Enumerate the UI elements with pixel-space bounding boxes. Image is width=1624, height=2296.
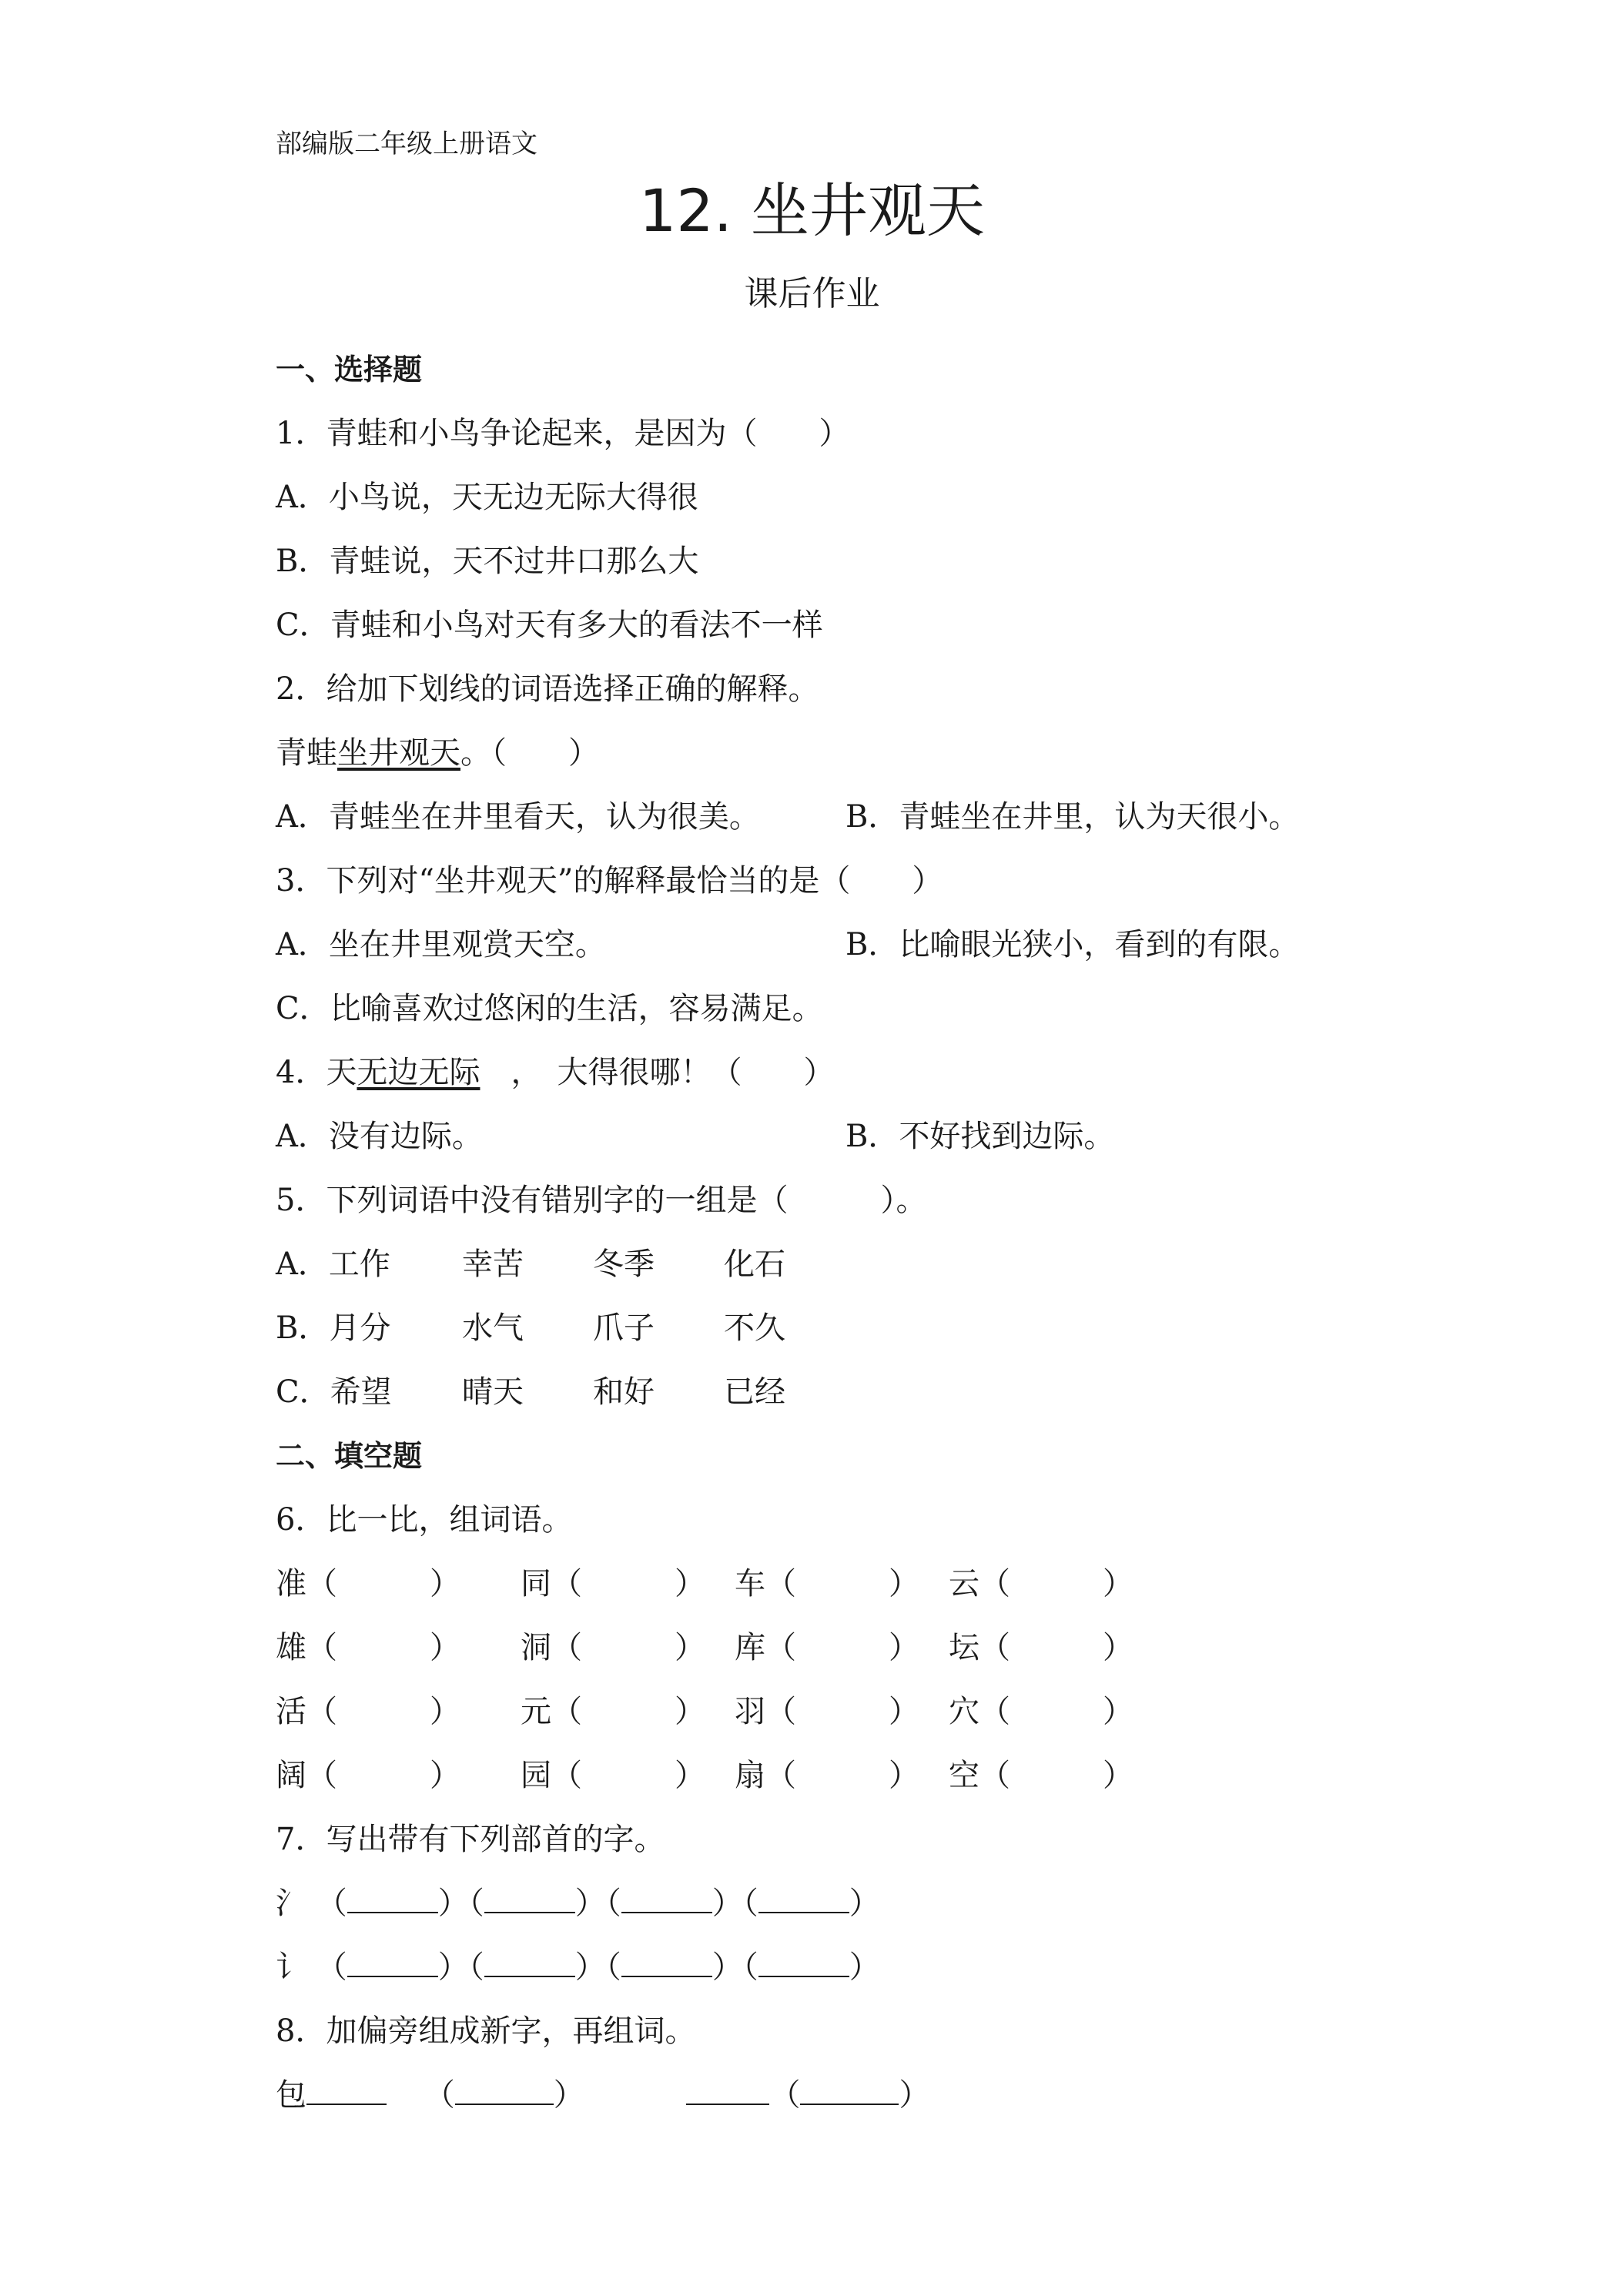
q6-item: 雄（ ） xyxy=(276,1630,460,1665)
q4-option-a: A．没有边际。 xyxy=(276,1119,483,1154)
q5-b-word2: 水气 xyxy=(462,1310,524,1346)
section-choice-heading: 一、选择题 xyxy=(276,353,423,387)
q1-stem: 1．青蛙和小鸟争论起来，是因为（ ） xyxy=(276,416,850,451)
q4-option-b: B．不好找到边际。 xyxy=(845,1119,1115,1154)
page-title: 12. 坐井观天 xyxy=(638,176,986,245)
q2-sentence-post: 。（ ） xyxy=(460,735,599,771)
q1-option-a: A．小鸟说，天无边无际大得很 xyxy=(276,480,698,515)
q7-stem: 7．写出带有下列部首的字。 xyxy=(276,1822,665,1857)
answer-blank[interactable] xyxy=(347,1950,438,1977)
q5-c-word4: 已经 xyxy=(724,1374,785,1410)
q3-option-c: C．比喻喜欢过悠闲的生活，容易满足。 xyxy=(276,991,823,1026)
q2-option-b: B．青蛙坐在井里，认为天很小。 xyxy=(845,799,1300,835)
q6-item: 穴（ ） xyxy=(949,1694,1133,1729)
answer-blank[interactable] xyxy=(621,1886,712,1913)
q2-option-a: A．青蛙坐在井里看天，认为很美。 xyxy=(276,799,760,835)
q5-c-word2: 晴天 xyxy=(462,1374,524,1410)
answer-blank[interactable] xyxy=(758,1950,849,1977)
q1-option-b: B．青蛙说，天不过井口那么大 xyxy=(276,544,699,579)
answer-blank[interactable] xyxy=(484,1950,575,1977)
q5-stem: 5．下列词语中没有错别字的一组是（ ）。 xyxy=(276,1183,927,1218)
q6-item: 同（ ） xyxy=(521,1566,705,1602)
q6-item: 园（ ） xyxy=(521,1758,705,1793)
q3-stem: 3．下列对“坐井观天”的解释最恰当的是（ ） xyxy=(276,863,943,899)
q6-stem: 6．比一比，组词语。 xyxy=(276,1502,573,1538)
answer-blank[interactable] xyxy=(686,2077,769,2105)
q6-item: 阔（ ） xyxy=(276,1758,460,1793)
q4-stem xyxy=(276,1053,834,1092)
q8-stem: 8．加偏旁组成新字，再组词。 xyxy=(276,2013,696,2049)
q5-a-label: A．工作 xyxy=(276,1247,390,1282)
section-fill-heading: 二、填空题 xyxy=(276,1439,423,1473)
q2-sentence-pre: 青蛙 xyxy=(276,735,337,771)
answer-blank[interactable] xyxy=(758,1886,849,1913)
q3-option-b: B．比喻眼光狭小，看到的有限。 xyxy=(845,927,1300,962)
q6-item: 准（ ） xyxy=(276,1566,460,1602)
answer-blank[interactable] xyxy=(306,2077,387,2105)
q5-b-word4: 不久 xyxy=(724,1310,785,1346)
q8-base-char: 包 xyxy=(276,2077,306,2113)
q2-underlined-word: 坐井观天 xyxy=(337,735,460,771)
q6-item: 云（ ） xyxy=(949,1566,1133,1602)
q4-pre: 4．天 xyxy=(276,1055,357,1090)
answer-blank[interactable] xyxy=(455,2077,554,2105)
answer-blank[interactable] xyxy=(621,1950,712,1977)
answer-blank[interactable] xyxy=(484,1886,575,1913)
q6-item: 洞（ ） xyxy=(521,1630,705,1665)
q6-item: 活（ ） xyxy=(276,1694,460,1729)
q1-option-c: C．青蛙和小鸟对天有多大的看法不一样 xyxy=(276,607,823,643)
header-grade: 部编版二年级上册语文 xyxy=(276,129,537,159)
q4-post: ， 大得很哪！（ ） xyxy=(480,1055,835,1090)
q7-radical: 讠 xyxy=(276,1950,306,1985)
q7-row-water: 氵 （ ）（ ）（ ）（ ） xyxy=(276,1886,880,1921)
q2-stem: 2．给加下划线的词语选择正确的解释。 xyxy=(276,671,819,707)
q6-item: 库（ ） xyxy=(735,1630,919,1665)
q5-a-word2: 幸苦 xyxy=(462,1247,524,1282)
q6-item: 元（ ） xyxy=(521,1694,705,1729)
q5-c-label: C．希望 xyxy=(276,1374,392,1410)
q6-item: 空（ ） xyxy=(949,1758,1133,1793)
q6-item: 坛（ ） xyxy=(949,1630,1133,1665)
q4-underlined-word: 无边无际 xyxy=(357,1055,481,1090)
q5-a-word3: 冬季 xyxy=(593,1247,655,1282)
page-subtitle: 课后作业 xyxy=(744,274,880,313)
q5-b-word3: 爪子 xyxy=(593,1310,655,1346)
answer-blank[interactable] xyxy=(800,2077,899,2105)
q6-item: 羽（ ） xyxy=(735,1694,919,1729)
q5-c-word3: 和好 xyxy=(593,1374,655,1410)
q6-item: 扇（ ） xyxy=(735,1758,919,1793)
q5-b-label: B．月分 xyxy=(276,1310,391,1346)
q6-item: 车（ ） xyxy=(735,1566,919,1602)
q2-sentence xyxy=(276,734,599,772)
q7-radical: 氵 xyxy=(276,1886,306,1921)
q7-row-speech: 讠 （ ）（ ）（ ）（ ） xyxy=(276,1950,880,1985)
q5-a-word4: 化石 xyxy=(724,1247,785,1282)
answer-blank[interactable] xyxy=(347,1886,438,1913)
q8-row: 包 （ ） （ ） xyxy=(276,2077,930,2113)
q3-option-a: A．坐在井里观赏天空。 xyxy=(276,927,606,962)
